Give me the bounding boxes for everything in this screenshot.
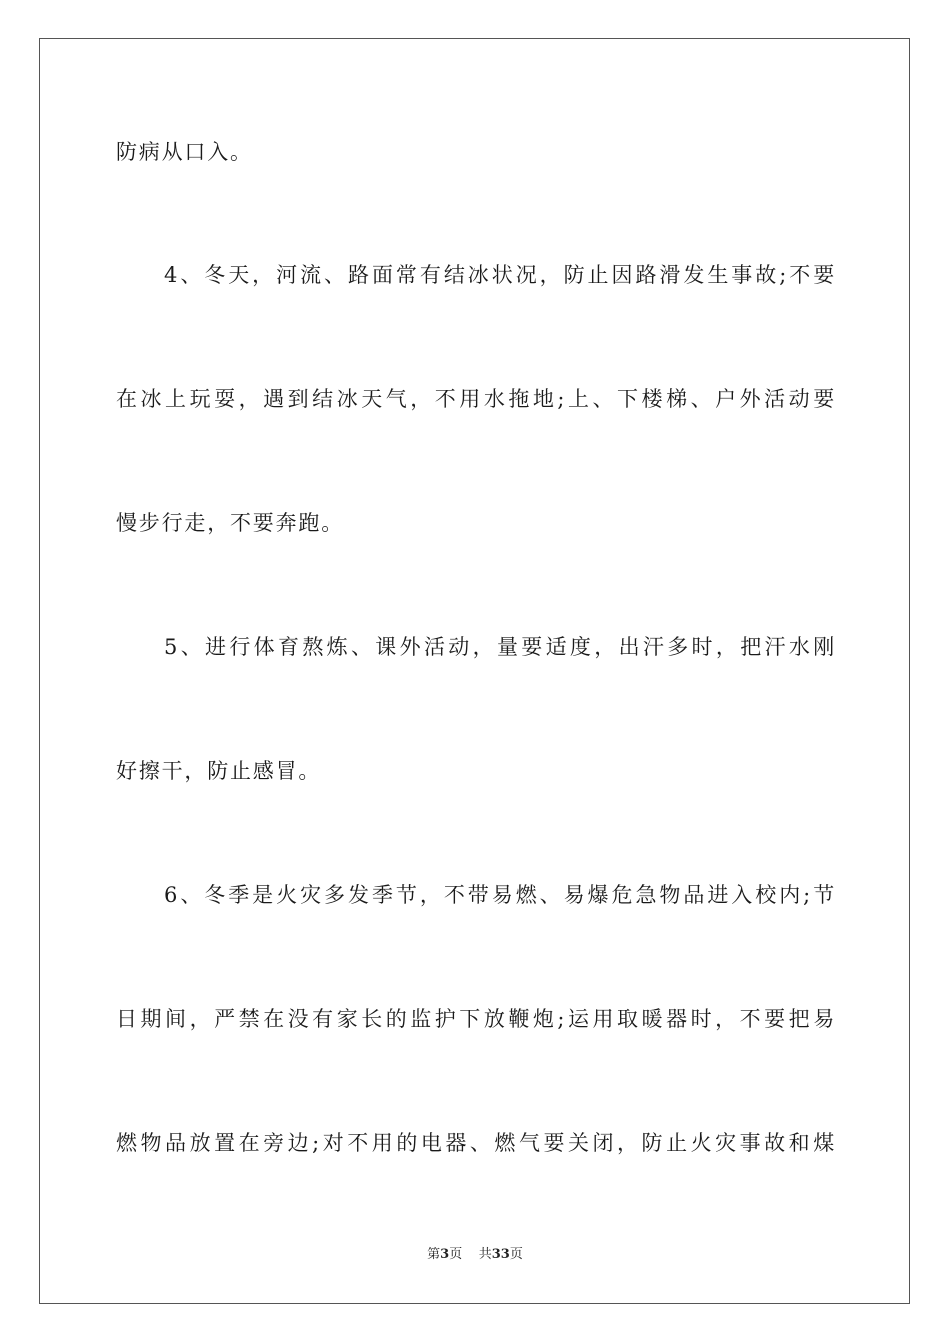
footer-page-suffix: 页 xyxy=(449,1247,463,1262)
footer-page-number: 3 xyxy=(440,1247,450,1262)
page-border xyxy=(39,38,910,1304)
footer-total-pages: 33 xyxy=(491,1247,510,1262)
text-line-8: 日期间，严禁在没有家长的监护下放鞭炮;运用取暖器时，不要把易 xyxy=(116,1007,836,1031)
text-line-6: 好擦干，防止感冒。 xyxy=(116,759,322,783)
footer-total-prefix: 共 xyxy=(478,1247,492,1262)
text-line-7: 6、冬季是火灾多发季节，不带易燃、易爆危急物品进入校内;节 xyxy=(164,883,836,907)
text-line-2: 4、冬天，河流、路面常有结冰状况，防止因路滑发生事故;不要 xyxy=(164,263,836,287)
text-line-9: 燃物品放置在旁边;对不用的电器、燃气要关闭，防止火灾事故和煤 xyxy=(116,1131,836,1155)
text-line-4: 慢步行走，不要奔跑。 xyxy=(116,511,344,535)
footer-page-prefix: 第 xyxy=(427,1247,441,1262)
text-line-1: 防病从口入。 xyxy=(116,140,253,164)
footer-total-suffix: 页 xyxy=(509,1247,523,1262)
page-footer xyxy=(0,1246,950,1264)
text-line-3: 在冰上玩耍，遇到结冰天气，不用水拖地;上、下楼梯、户外活动要 xyxy=(116,387,836,411)
text-line-5: 5、进行体育熬炼、课外活动，量要适度，出汗多时，把汗水刚 xyxy=(164,635,836,659)
